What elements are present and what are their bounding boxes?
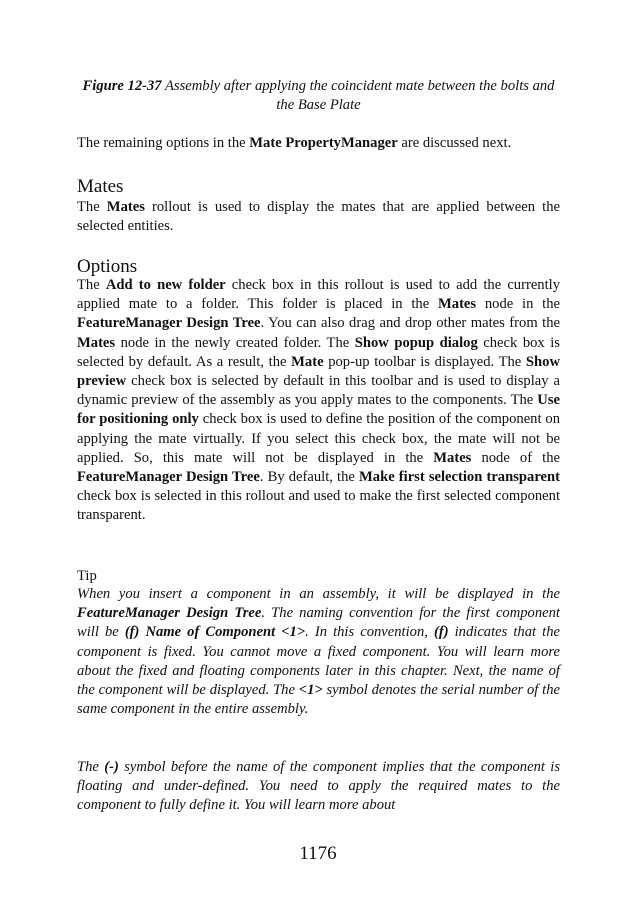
text-run: rollout is used to display the mates that are applied between the selected entities. (77, 199, 560, 235)
text-run: pop-up toolbar is displayed. The (323, 353, 526, 370)
figure-caption (77, 77, 560, 115)
bold-term: Mates (106, 199, 145, 215)
text-run: . By default, the (259, 469, 359, 486)
text-run: check box is selected by default. As a result, the (77, 334, 560, 370)
tip-paragraph-1 (77, 585, 560, 719)
figure-label: Figure 12-37 (82, 78, 162, 94)
bold-term: Mate (291, 353, 324, 370)
text-run: check box is used to define the position of the component on applying the mate virtually. If you select this check box, the mate will not be applied. So, this mate will not be displayed in the (77, 411, 561, 466)
text-run: . In this convention, (305, 624, 434, 641)
bold-term: <1> (298, 682, 323, 699)
bold-term: Make first selection transparent (359, 469, 560, 486)
bold-term: FeatureManager Design Tree (77, 315, 261, 332)
text-run: node in the (476, 296, 560, 313)
text-run: are discussed next. (397, 135, 512, 151)
bold-term: Show preview (77, 353, 560, 390)
section-heading-mates: Mates (77, 176, 124, 197)
bold-term: Mate PropertyManager (249, 135, 398, 151)
text-run: The remaining options in the (77, 135, 250, 151)
intro-paragraph (77, 134, 560, 153)
text-run: node in the newly created folder. The (115, 334, 355, 351)
tip-label: Tip (77, 568, 97, 584)
text-run: The (77, 277, 106, 293)
mates-paragraph (77, 198, 560, 236)
bold-term: Show popup dialog (354, 334, 478, 351)
bold-term: (f) Name of Component <1> (124, 624, 306, 641)
section-heading-options: Options (77, 256, 138, 277)
bold-term: (f) (433, 624, 449, 641)
bold-term: Add to new folder (105, 277, 226, 293)
text-run: The (77, 199, 107, 215)
text-run: symbol denotes the serial number of the same component in the entire assembly. (77, 682, 560, 718)
text-run: . You can also drag and drop other mates from the (260, 315, 560, 332)
page-number: 1176 (299, 843, 337, 864)
text-run: node of the (471, 449, 560, 466)
options-paragraph (77, 276, 560, 526)
text-run: check box in this rollout is used to add the currently applied mate to a folder. This folder is placed in the (77, 277, 561, 313)
bold-term: Mates (433, 449, 472, 466)
figure-caption-text: Assembly after applying the coincident mate between the bolts and the Base Plate (161, 78, 555, 113)
text-run: . The naming convention for the first component will be (77, 605, 560, 641)
bold-term: FeatureManager Design Tree (77, 605, 262, 622)
bold-term: Mates (77, 334, 116, 351)
text-run: check box is selected in this rollout and used to make the first selected component transparent. (77, 488, 560, 524)
text-run: When you insert a component in an assembly, it will be displayed in the (77, 586, 560, 602)
bold-term: FeatureManager Design Tree (77, 469, 260, 486)
text-run: The (77, 759, 105, 775)
text-run: indicates that the component is fixed. You cannot move a fixed component. You will learn more about the fixed and floating components later in this chapter. Next, the name of the component will be displayed. The (77, 624, 560, 699)
text-run: symbol before the name of the component implies that the component is floating and under-defined. You need to apply the required mates to the component to fully define it. You will learn more about (77, 759, 560, 814)
bold-term: Mates (438, 296, 477, 313)
text-run: check box is selected by default in this toolbar and is used to display a dynamic preview of the assembly as you apply mates to the components. The (77, 373, 560, 409)
bold-term: Use for positioning only (77, 392, 560, 428)
tip-paragraph-2 (77, 758, 560, 816)
bold-term: (-) (104, 759, 119, 775)
